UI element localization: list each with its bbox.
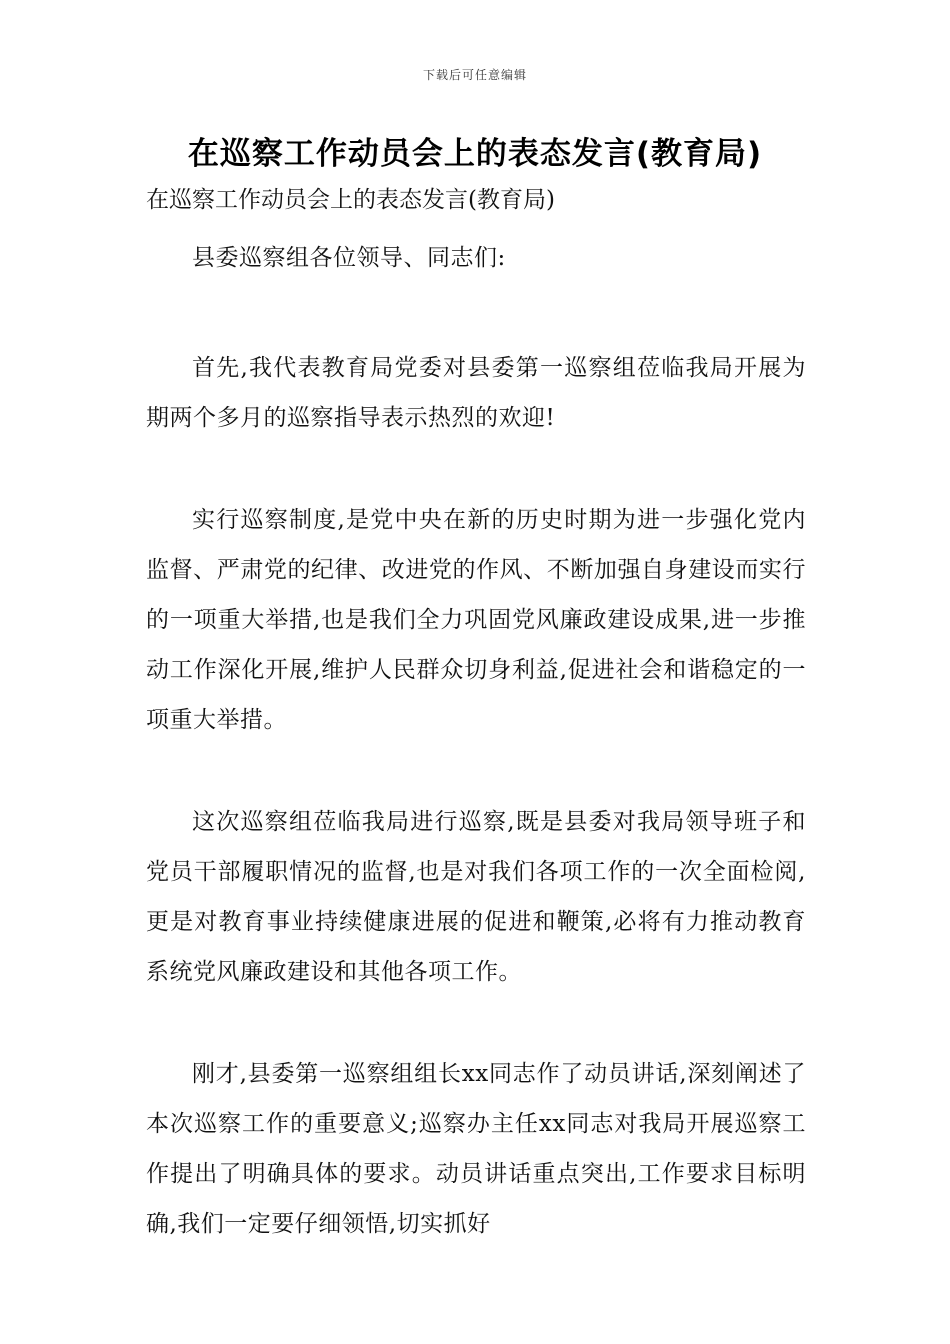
document-body <box>146 233 806 1301</box>
paragraph-greeting: 县委巡察组各位领导、同志们: <box>192 245 506 271</box>
paragraph-system-significance: 实行巡察制度,是党中央在新的历史时期为进一步强化党内监督、严肃党的纪律、改进党的作风、不断加强自身建设而实行的一项重大举措,也是我们全力巩固党风廉政建设成果,进一步推动工作深化开展,维护人民群众切身利益,促进社会和谐稳定的一项重大举措。 <box>146 507 806 733</box>
paragraph-inspection-purpose: 这次巡察组莅临我局进行巡察,既是县委对我局领导班子和党员干部履职情况的监督,也是对我们各项工作的一次全面检阅,更是对教育事业持续健康进展的促进和鞭策,必将有力推动教育系统党风廉政建设和其他各项工作。 <box>146 809 806 985</box>
document-subtitle: 在巡察工作动员会上的表态发言(教育局) <box>146 187 555 213</box>
header-note: 下载后可任意编辑 <box>422 68 527 82</box>
paragraph-welcome: 首先,我代表教育局党委对县委第一巡察组莅临我局开展为期两个多月的巡察指导表示热烈的欢迎! <box>146 355 806 431</box>
document-title: 在巡察工作动员会上的表态发言(教育局) <box>187 136 763 172</box>
paragraph-mobilization-speech: 刚才,县委第一巡察组组长xx同志作了动员讲话,深刻阐述了本次巡察工作的重要意义;巡察办主任xx同志对我局开展巡察工作提出了明确具体的要求。动员讲话重点突出,工作要求目标明确,我们一定要仔细领悟,切实抓好 <box>146 1061 806 1237</box>
